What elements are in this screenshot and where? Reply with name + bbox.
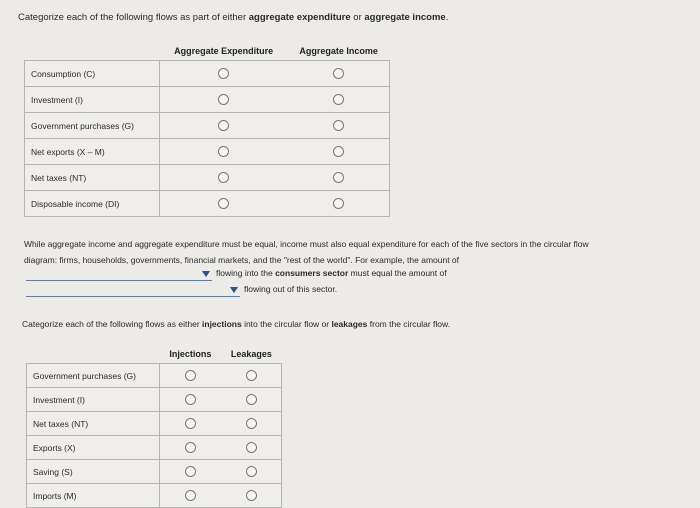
- table-header-row: [27, 345, 282, 364]
- row-label-government-purchases: Government purchases (G): [27, 364, 160, 388]
- radio-government-injection[interactable]: [185, 370, 196, 381]
- row-label-investment: Investment (I): [25, 87, 160, 113]
- radio-disposable-income-expenditure[interactable]: [218, 198, 229, 209]
- radio-net-taxes-income[interactable]: [333, 172, 344, 183]
- radio-government-leakage[interactable]: [246, 370, 257, 381]
- radio-exports-leakage[interactable]: [246, 442, 257, 453]
- radio-investment-expenditure[interactable]: [218, 94, 229, 105]
- radio-imports-leakage[interactable]: [246, 490, 257, 501]
- column-header-leakages: Leakages: [230, 349, 272, 359]
- radio-investment-injection[interactable]: [185, 394, 196, 405]
- radio-net-exports-expenditure[interactable]: [218, 146, 229, 157]
- q1-text-middle: or: [350, 12, 365, 23]
- radio-government-income[interactable]: [333, 120, 344, 131]
- dropdown-outflow[interactable]: [26, 286, 240, 297]
- q2-term-injections: injections: [202, 319, 242, 329]
- row-label-imports: Imports (M): [27, 484, 160, 508]
- table-row: [27, 436, 282, 460]
- radio-net-taxes-expenditure[interactable]: [218, 172, 229, 183]
- paragraph-line-3: flowing into the consumers sector must equal the amount of: [216, 268, 447, 278]
- row-label-net-exports: Net exports (X – M): [25, 139, 160, 165]
- q1-text-prefix: Categorize each of the following flows as part of either: [18, 12, 249, 23]
- q1-text-suffix: .: [445, 12, 449, 23]
- consumers-sector-term: consumers sector: [275, 268, 349, 278]
- circular-flow-paragraph: [24, 236, 684, 268]
- row-label-net-taxes: Net taxes (NT): [27, 412, 160, 436]
- aggregate-classification-table: [24, 42, 390, 217]
- table-row: [27, 412, 282, 436]
- radio-consumption-expenditure[interactable]: [218, 68, 229, 79]
- table-row: [27, 364, 282, 388]
- chevron-down-icon: [202, 271, 210, 277]
- radio-investment-income[interactable]: [333, 94, 344, 105]
- column-header-injections: Injections: [169, 349, 212, 359]
- radio-net-taxes-injection[interactable]: [185, 418, 196, 429]
- radio-exports-injection[interactable]: [185, 442, 196, 453]
- radio-disposable-income-income[interactable]: [333, 198, 344, 209]
- row-label-consumption: Consumption (C): [25, 61, 160, 87]
- radio-government-expenditure[interactable]: [218, 120, 229, 131]
- column-header-aggregate-expenditure: Aggregate Expenditure: [174, 46, 274, 56]
- row-label-disposable-income: Disposable income (DI): [25, 191, 160, 217]
- chevron-down-icon: [230, 287, 238, 293]
- radio-net-exports-income[interactable]: [333, 146, 344, 157]
- row-label-saving: Saving (S): [27, 460, 160, 484]
- table-row: [27, 484, 282, 508]
- table-row: [25, 191, 390, 217]
- column-header-aggregate-income: Aggregate Income: [299, 46, 378, 56]
- question-1-prompt: [18, 12, 448, 23]
- paragraph-line-2: diagram: firms, households, governments, financial markets, and the "rest of the world". For example, the amount of: [24, 255, 460, 265]
- injections-leakages-table: [26, 345, 282, 508]
- table-row: [25, 113, 390, 139]
- table-row: [27, 388, 282, 412]
- question-2-prompt: Categorize each of the following flows as either injections into the circular flow or leakages from the circular flow.: [22, 319, 451, 329]
- radio-imports-injection[interactable]: [185, 490, 196, 501]
- row-label-net-taxes: Net taxes (NT): [25, 165, 160, 191]
- table-row: [25, 139, 390, 165]
- row-label-government-purchases: Government purchases (G): [25, 113, 160, 139]
- dropdown-inflow[interactable]: [26, 270, 212, 281]
- radio-saving-injection[interactable]: [185, 466, 196, 477]
- paragraph-line-4: flowing out of this sector.: [244, 284, 338, 294]
- row-label-exports: Exports (X): [27, 436, 160, 460]
- table-row: [25, 61, 390, 87]
- table-row: [25, 165, 390, 191]
- radio-net-taxes-leakage[interactable]: [246, 418, 257, 429]
- q2-term-leakages: leakages: [331, 319, 368, 329]
- table-header-row: [25, 42, 390, 61]
- table-row: [25, 87, 390, 113]
- paragraph-line-1: While aggregate income and aggregate expenditure must be equal, income must also equal expenditure for each of the five sectors in the circular flow: [24, 239, 589, 249]
- q1-term-aggregate-expenditure: aggregate expenditure: [248, 12, 351, 23]
- radio-saving-leakage[interactable]: [246, 466, 257, 477]
- row-label-investment: Investment (I): [27, 388, 160, 412]
- radio-consumption-income[interactable]: [333, 68, 344, 79]
- q1-term-aggregate-income: aggregate income: [364, 12, 446, 23]
- table-row: [27, 460, 282, 484]
- radio-investment-leakage[interactable]: [246, 394, 257, 405]
